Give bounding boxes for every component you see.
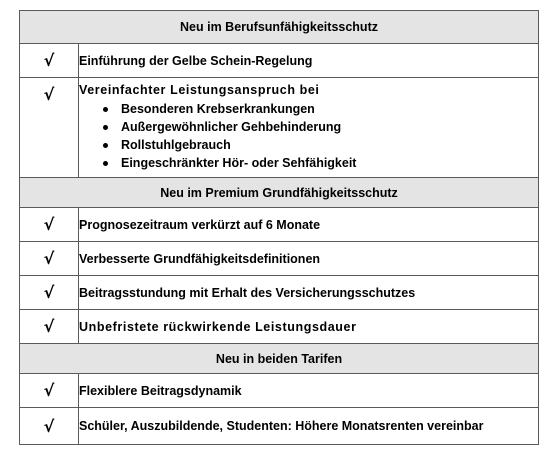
section-header-row: [20, 11, 539, 44]
checkmark-icon: √: [20, 242, 79, 276]
table-row: [20, 408, 539, 445]
table-row: [20, 374, 539, 408]
table-row: [20, 78, 539, 178]
feature-text: Einführung der Gelbe Schein-Regelung: [79, 44, 539, 78]
list-item-label: Außergewöhnlicher Gehbehinderung: [121, 120, 342, 134]
table-row: [20, 242, 539, 276]
checkmark-icon: √: [20, 374, 79, 408]
feature-text: Vereinfachter Leistungsanspruch bei: [79, 83, 320, 97]
checkmark-icon: √: [20, 78, 79, 178]
feature-bullet-list: [79, 100, 538, 172]
feature-table: [19, 10, 539, 445]
section-header-berufsunfaehigkeit: Neu im Berufsunfähigkeitsschutz: [20, 11, 539, 44]
bullet-icon: [103, 107, 108, 112]
table-row: [20, 276, 539, 310]
list-item-label: Rollstuhlgebrauch: [121, 138, 231, 152]
table-row: [20, 208, 539, 242]
list-item-label: Eingeschränkter Hör- oder Sehfähigkeit: [121, 156, 357, 170]
feature-text-with-list: [79, 78, 539, 178]
checkmark-icon: √: [20, 208, 79, 242]
table-row: [20, 44, 539, 78]
section-header-grundfaehigkeit: Neu im Premium Grundfähigkeitsschutz: [20, 178, 539, 208]
checkmark-icon: √: [20, 408, 79, 445]
bullet-icon: [103, 161, 108, 166]
list-item: [79, 100, 538, 118]
checkmark-icon: √: [20, 276, 79, 310]
feature-text: Schüler, Auszubildende, Studenten: Höhere Monatsrenten vereinbar: [79, 408, 539, 445]
feature-text: Flexiblere Beitragsdynamik: [79, 374, 539, 408]
list-item: [79, 136, 538, 154]
list-item: [79, 118, 538, 136]
bullet-icon: [103, 125, 108, 130]
feature-text: Prognosezeitraum verkürzt auf 6 Monate: [79, 208, 539, 242]
section-header-beide-tarife: Neu in beiden Tarifen: [20, 344, 539, 374]
feature-text: Unbefristete rückwirkende Leistungsdauer: [79, 310, 539, 344]
feature-text: Beitragsstundung mit Erhalt des Versicherungsschutzes: [79, 276, 539, 310]
section-header-row: [20, 178, 539, 208]
checkmark-icon: √: [20, 310, 79, 344]
checkmark-icon: √: [20, 44, 79, 78]
list-item: [79, 154, 538, 172]
table-row: [20, 310, 539, 344]
feature-text: Verbesserte Grundfähigkeitsdefinitionen: [79, 242, 539, 276]
section-header-row: [20, 344, 539, 374]
bullet-icon: [103, 143, 108, 148]
list-item-label: Besonderen Krebserkrankungen: [121, 102, 315, 116]
